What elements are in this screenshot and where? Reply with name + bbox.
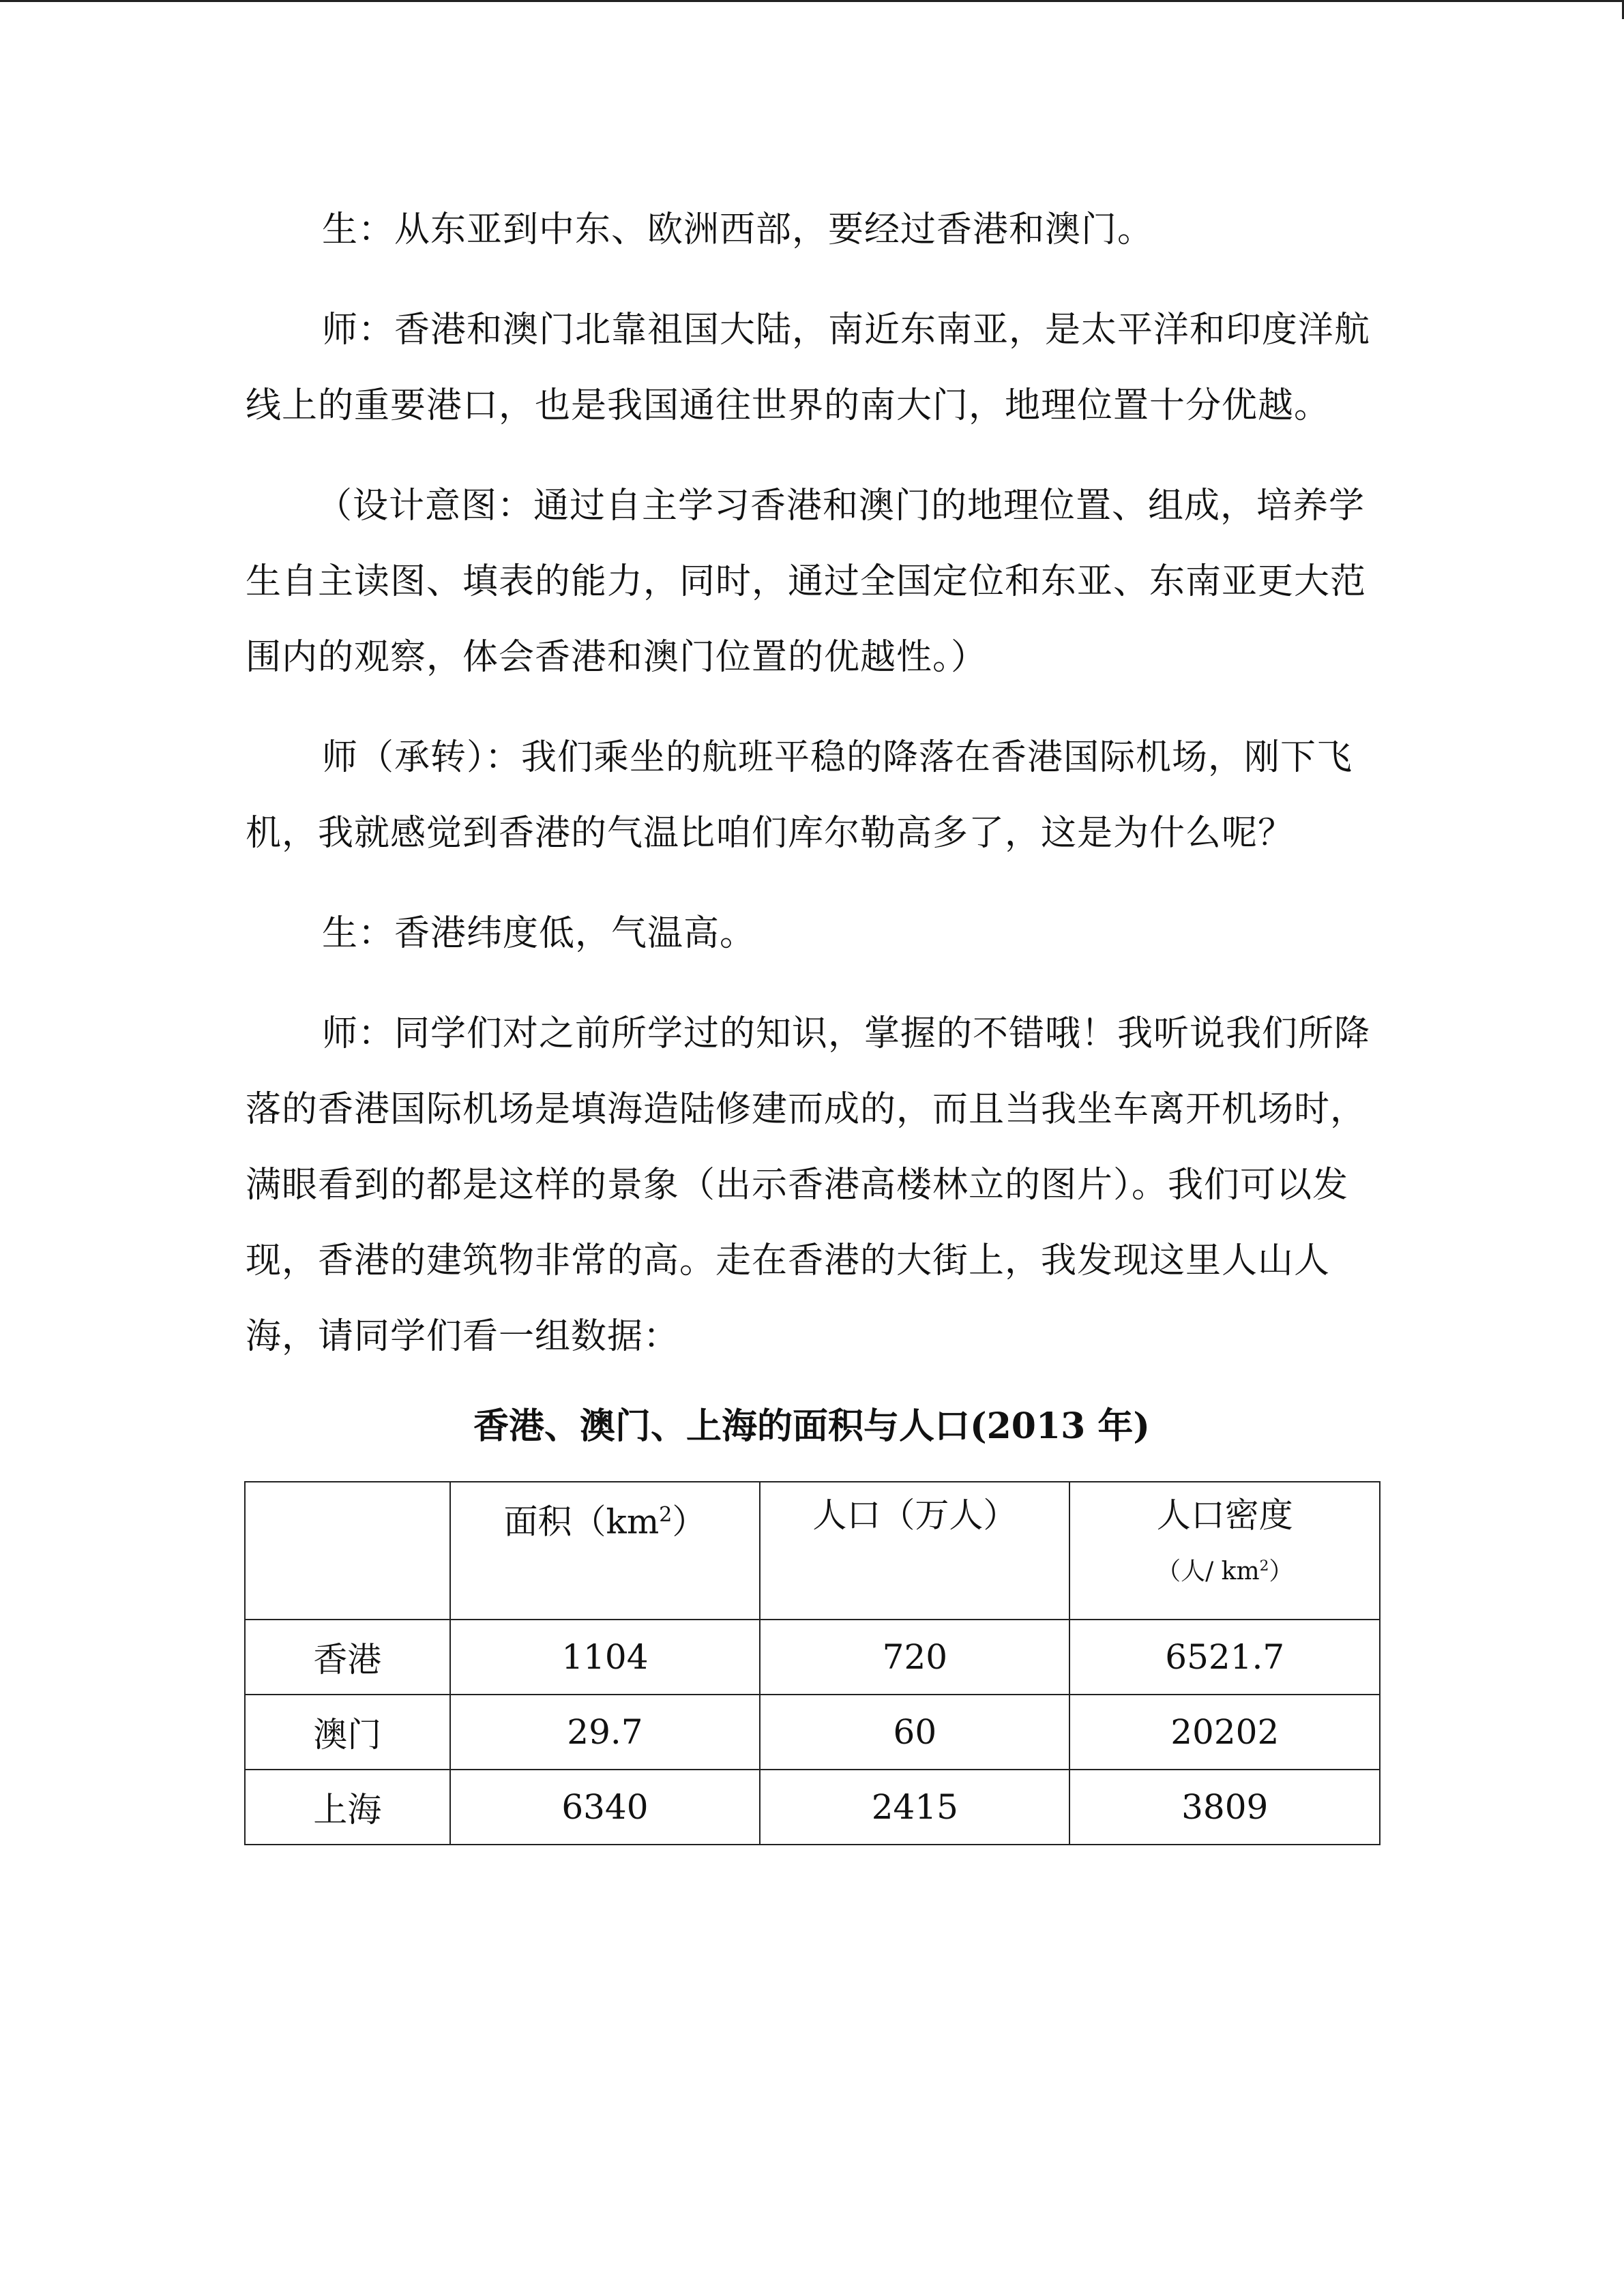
table-header-row bbox=[245, 1482, 1380, 1620]
cell-area: 29.7 bbox=[450, 1695, 761, 1770]
cell-population: 2415 bbox=[760, 1770, 1069, 1845]
paragraph-teacher-location: 师：香港和澳门北靠祖国大陆，南近东南亚，是太平洋和印度洋航线上的重要港口，也是我国通往世界的南大门，地理位置十分优越。 bbox=[246, 310, 1371, 426]
header-area: 面积$(km^2)$ bbox=[450, 1482, 761, 1620]
document-body bbox=[246, 192, 1378, 1845]
cell-density: 3809 bbox=[1069, 1770, 1380, 1845]
cell-region: 香港 bbox=[245, 1620, 450, 1695]
cell-area: 1104 bbox=[450, 1620, 761, 1695]
cell-density: 6521.7 bbox=[1069, 1620, 1380, 1695]
paragraph-student-answer-route: 生：从东亚到中东、欧洲西部，要经过香港和澳门。 bbox=[322, 209, 1154, 250]
table-row bbox=[245, 1770, 1380, 1845]
cell-population: 60 bbox=[760, 1695, 1069, 1770]
area-population-table bbox=[244, 1481, 1381, 1845]
paragraph-design-intent: （设计意图：通过自主学习香港和澳门的地理位置、组成，培养学生自主读图、填表的能力，同时，通过全国定位和东亚、东南亚更大范围内的观察，体会香港和澳门位置的优越性。） bbox=[246, 486, 1367, 678]
paragraph-teacher-airport: 师：同学们对之前所学过的知识，掌握的不错哦！我听说我们所降落的香港国际机场是填海造陆修建而成的，而且当我坐车离开机场时，满眼看到的都是这样的景象（出示香港高楼林立的图片）。我们可以发现，香港的建筑物非常的高。走在香港的大街上，我发现这里人山人海，请同学们看一组数据： bbox=[246, 1013, 1371, 1357]
page-top-border bbox=[0, 0, 1624, 2]
cell-population: 720 bbox=[760, 1620, 1069, 1695]
paragraph-student-answer-latitude: 生：香港纬度低，气温高。 bbox=[322, 913, 756, 954]
cell-region: 上海 bbox=[245, 1770, 450, 1845]
cell-region: 澳门 bbox=[245, 1695, 450, 1770]
table-row bbox=[245, 1695, 1380, 1770]
table-row bbox=[245, 1620, 1380, 1695]
header-population: 人口（万人） bbox=[760, 1482, 1069, 1620]
cell-area: 6340 bbox=[450, 1770, 761, 1845]
paragraph-teacher-transition: 师（承转）：我们乘坐的航班平稳的降落在香港国际机场，刚下飞机，我就感觉到香港的气温比咱们库尔勒高多了，这是为什么呢？ bbox=[246, 737, 1353, 854]
header-density: 人口密度 （人/ $km^2$） bbox=[1069, 1482, 1380, 1620]
header-region bbox=[245, 1482, 450, 1620]
cell-density: 20202 bbox=[1069, 1695, 1380, 1770]
table-title: 香港、澳门、上海的面积与人口(2013 年) bbox=[473, 1405, 1151, 1447]
